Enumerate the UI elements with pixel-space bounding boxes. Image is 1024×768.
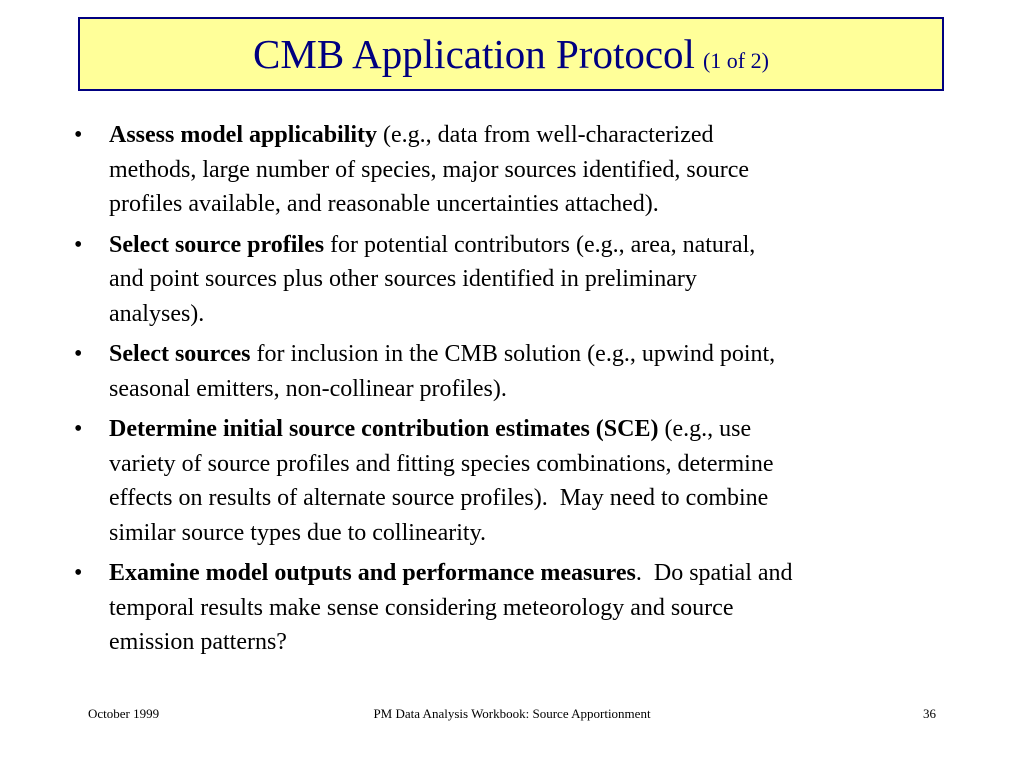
bullet-list bbox=[68, 118, 948, 666]
bullet-text: . Do spatial and bbox=[635, 560, 793, 586]
bullet-item bbox=[68, 228, 948, 332]
bullet-heading: Select source profiles bbox=[109, 231, 325, 258]
bullet-heading: Select sources bbox=[109, 341, 251, 367]
bullet-line bbox=[109, 118, 948, 153]
footer-date: October 1999 bbox=[88, 706, 160, 721]
page-number: 36 bbox=[923, 706, 936, 721]
bullet-line bbox=[109, 228, 948, 263]
bullet-text: emission patterns? bbox=[109, 629, 287, 655]
footer-title: PM Data Analysis Workbook: Source Apportionment bbox=[373, 706, 651, 721]
bullet-text: methods, large number of species, major sources identified, source bbox=[109, 156, 750, 183]
bullet-line bbox=[109, 556, 948, 591]
bullet-line bbox=[109, 516, 948, 551]
bullet-line bbox=[109, 262, 948, 297]
bullet-item bbox=[68, 337, 948, 406]
bullet-text: profiles available, and reasonable uncertainties attached). bbox=[109, 191, 659, 217]
bullet-heading: Assess model applicability bbox=[109, 122, 378, 148]
bullet-heading: Examine model outputs and performance measures bbox=[109, 560, 636, 586]
bullet-line bbox=[109, 625, 948, 660]
bullet-line bbox=[109, 153, 948, 188]
bullet-text: (e.g., use bbox=[658, 416, 752, 442]
bullet-text: and point sources plus other sources identified in preliminary bbox=[109, 266, 697, 292]
bullet-line bbox=[109, 187, 948, 222]
bullet-line bbox=[109, 447, 948, 482]
slide-title-sub: (1 of 2) bbox=[702, 47, 769, 73]
bullet-line bbox=[109, 337, 948, 372]
bullet-dot-icon: • bbox=[74, 416, 83, 442]
bullet-text: for inclusion in the CMB solution (e.g., upwind point, bbox=[250, 341, 776, 367]
bullet-dot-icon: • bbox=[74, 560, 83, 586]
bullet-line bbox=[109, 372, 948, 407]
bullet-text: analyses). bbox=[109, 300, 205, 327]
bullet-line bbox=[109, 297, 948, 332]
bullet-text: similar source types due to collinearity. bbox=[109, 519, 487, 546]
bullet-heading: Determine initial source contribution estimates (SCE) bbox=[109, 416, 659, 442]
bullet-text: seasonal emitters, non-collinear profiles). bbox=[109, 375, 507, 402]
bullet-dot-icon: • bbox=[74, 122, 83, 148]
bullet-dot-icon: • bbox=[74, 231, 83, 258]
bullet-line bbox=[109, 412, 948, 447]
bullet-text: temporal results make sense considering meteorology and source bbox=[109, 594, 734, 621]
slide-title-main: CMB Application Protocol bbox=[253, 30, 695, 77]
bullet-text: variety of source profiles and fitting species combinations, determine bbox=[109, 450, 774, 477]
bullet-text: effects on results of alternate source profiles). May need to combine bbox=[109, 485, 769, 511]
bullet-text: for potential contributors (e.g., area, natural, bbox=[324, 231, 756, 258]
bullet-item bbox=[68, 556, 948, 660]
bullet-item bbox=[68, 412, 948, 550]
bullet-item bbox=[68, 118, 948, 222]
title-box bbox=[78, 17, 944, 91]
bullet-line bbox=[109, 481, 948, 516]
slide-title bbox=[253, 30, 769, 77]
bullet-line bbox=[109, 591, 948, 626]
bullet-text: (e.g., data from well-characterized bbox=[377, 122, 714, 148]
bullet-dot-icon: • bbox=[74, 341, 83, 367]
